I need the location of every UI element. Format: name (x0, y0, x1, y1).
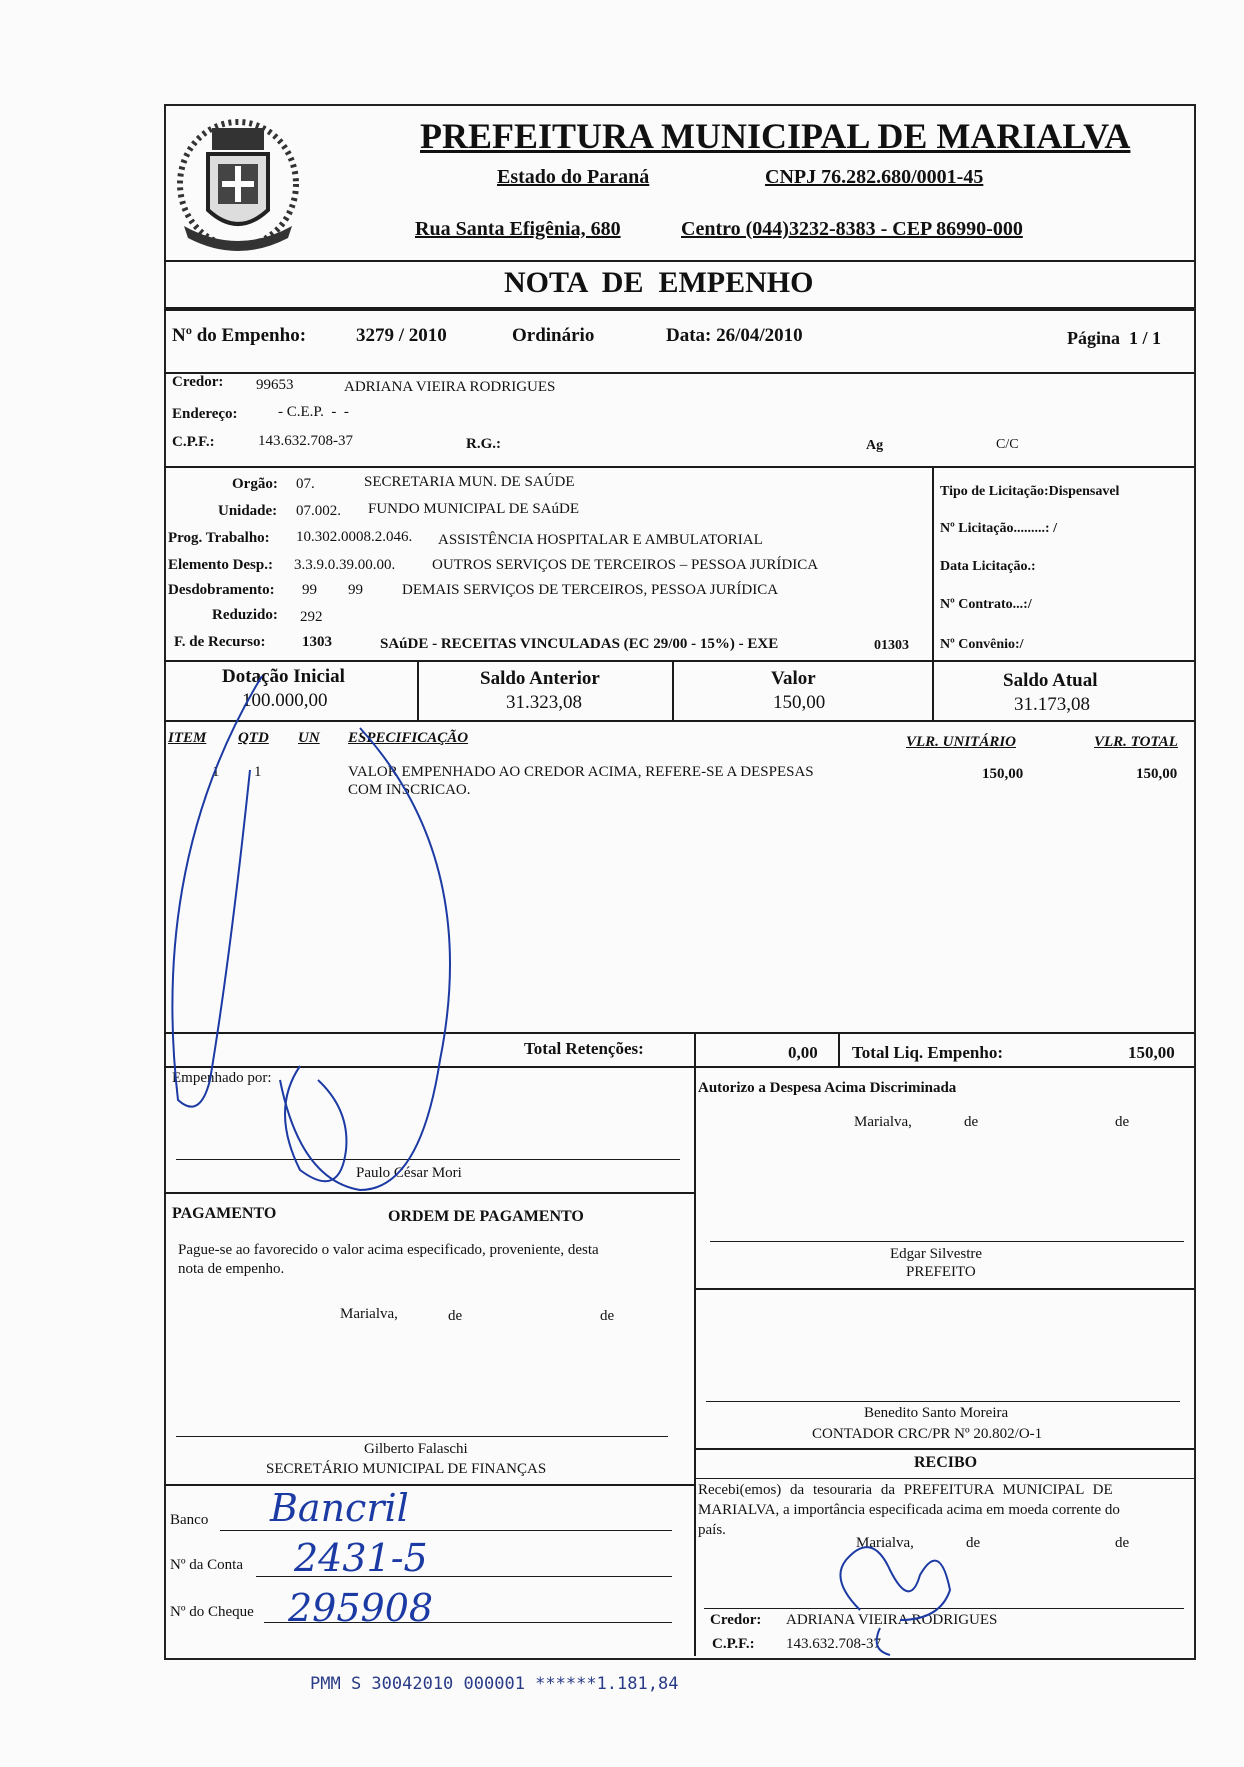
total-liq-label: Total Liq. Empenho: (852, 1043, 1003, 1062)
rg-label: R.G.: (466, 436, 501, 452)
recibo-texto-1: Recebi(emos) da tesouraria da PREFEITURA MUNICIPAL DE (698, 1482, 1113, 1498)
cc-label: C/C (996, 437, 1019, 452)
page-title: PREFEITURA MUNICIPAL DE MARIALVA (420, 116, 1131, 156)
conta-handwritten: 2431-5 (294, 1536, 428, 1580)
pagamento-local: Marialva, (340, 1306, 398, 1322)
autorizo-label: Autorizo a Despesa Acima Discriminada (698, 1080, 957, 1096)
contador-cargo: CONTADOR CRC/PR Nº 20.802/O-1 (812, 1426, 1043, 1442)
contador-name: Benedito Santo Moreira (864, 1405, 1009, 1421)
saldo-atual-value: 31.173,08 (1014, 694, 1090, 715)
recibo-local: Marialva, (856, 1535, 914, 1551)
recibo-texto-3: país. (698, 1522, 726, 1538)
orgao-code: 07. (296, 476, 315, 492)
empenho-type: Ordinário (512, 325, 595, 346)
unidade-code: 07.002. (296, 503, 341, 519)
banco-handwritten: Bancril (270, 1486, 409, 1530)
recibo-de-1: de (966, 1535, 981, 1551)
reduzido-label: Reduzido: (212, 607, 278, 623)
total-retencoes-value: 0,00 (788, 1043, 818, 1062)
prefeito-name: Edgar Silvestre (890, 1246, 983, 1262)
empenho-number-label: Nº do Empenho: (172, 325, 307, 346)
empenhado-name: Paulo César Mori (356, 1165, 462, 1181)
empenho-number: 3279 / 2010 (356, 325, 447, 346)
recibo-cpf-value: 143.632.708-37 (786, 1636, 881, 1652)
fonte-label: F. de Recurso: (174, 634, 266, 650)
conta-label: Nº da Conta (170, 1557, 243, 1573)
item-total-value: 150,00 (1136, 766, 1178, 782)
document-title: NOTA DE EMPENHO (504, 266, 814, 299)
licitacao-data: Data Licitação.: (940, 559, 1036, 574)
secretario-cargo: SECRETÁRIO MUNICIPAL DE FINANÇAS (266, 1461, 547, 1477)
item-number: 1 (212, 764, 220, 780)
col-item: ITEM (168, 730, 207, 746)
desdobramento-name: DEMAIS SERVIÇOS DE TERCEIROS, PESSOA JURÍDICA (402, 582, 779, 598)
pagamento-de-1: de (448, 1308, 463, 1324)
valor-value: 150,00 (773, 692, 826, 713)
pagamento-de-2: de (600, 1308, 615, 1324)
cheque-label: Nº do Cheque (170, 1604, 254, 1620)
recibo-de-2: de (1115, 1535, 1130, 1551)
fonte-name: SAúDE - RECEITAS VINCULADAS (EC 29/00 - 15%) - EXE (380, 636, 779, 652)
licitacao-convenio: Nº Convênio:/ (940, 637, 1024, 652)
licitacao-numero: Nº Licitação.........: / (940, 521, 1057, 536)
col-vlr-unitario: VLR. UNITÁRIO (906, 734, 1017, 750)
desdobramento-code1: 99 (302, 582, 317, 598)
cnpj-label: CNPJ 76.282.680/0001-45 (765, 166, 984, 188)
autorizo-de-1: de (964, 1114, 979, 1130)
recibo-cpf-label: C.P.F.: (712, 1636, 755, 1652)
item-spec-line2: COM INSCRICAO. (348, 782, 471, 798)
endereco-label: Endereço: (172, 406, 238, 422)
fonte-code: 1303 (302, 634, 332, 650)
item-qtd: 1 (254, 764, 262, 780)
desdobramento-code2: 99 (348, 582, 363, 598)
cheque-handwritten: 295908 (288, 1586, 434, 1630)
credor-code: 99653 (256, 377, 294, 393)
secretario-name: Gilberto Falaschi (364, 1441, 468, 1457)
recibo-label: RECIBO (914, 1454, 978, 1471)
orgao-label: Orgão: (232, 476, 278, 492)
banco-label: Banco (170, 1512, 209, 1528)
saldo-anterior-label: Saldo Anterior (480, 668, 600, 689)
elemento-name: OUTROS SERVIÇOS DE TERCEIROS – PESSOA JURÍDICA (432, 557, 819, 573)
prefeito-cargo: PREFEITO (906, 1264, 976, 1280)
col-un: UN (298, 730, 320, 746)
col-qtd: QTD (238, 730, 269, 746)
autorizo-de-2: de (1115, 1114, 1130, 1130)
dotacao-label: Dotação Inicial (222, 666, 345, 687)
elemento-label: Elemento Desp.: (168, 557, 273, 573)
fonte-code2: 01303 (874, 638, 909, 653)
col-vlr-total: VLR. TOTAL (1094, 734, 1178, 750)
credor-name: ADRIANA VIEIRA RODRIGUES (344, 379, 556, 395)
recibo-credor-label: Credor: (710, 1612, 762, 1628)
pagamento-texto-2: nota de empenho. (178, 1261, 285, 1277)
credor-label: Credor: (172, 374, 224, 390)
licitacao-tipo: Tipo de Licitação:Dispensavel (940, 484, 1120, 499)
estado-label: Estado do Paraná (497, 166, 650, 188)
orgao-name: SECRETARIA MUN. DE SAÚDE (364, 474, 575, 490)
pagamento-texto-1: Pague-se ao favorecido o valor acima especificado, proveniente, desta (178, 1242, 599, 1258)
empenho-date: Data: 26/04/2010 (666, 325, 803, 346)
recibo-texto-2: MARIALVA, a importância especificada acima em moeda corrente do (698, 1502, 1120, 1518)
recibo-credor-name: ADRIANA VIEIRA RODRIGUES (786, 1612, 998, 1628)
empenhado-label: Empenhado por: (172, 1070, 272, 1086)
licitacao-contrato: Nº Contrato...:/ (940, 597, 1032, 612)
contact-label: Centro (044)3232-8383 - CEP 86990-000 (681, 218, 1023, 240)
ordem-pagamento-label: ORDEM DE PAGAMENTO (388, 1208, 584, 1225)
prog-code: 10.302.0008.2.046. (296, 529, 413, 545)
prog-label: Prog. Trabalho: (168, 530, 270, 546)
unidade-name: FUNDO MUNICIPAL DE SAúDE (368, 501, 579, 517)
valor-label: Valor (771, 668, 816, 689)
page-number: Página 1 / 1 (1067, 328, 1162, 348)
item-spec-line1: VALOR EMPENHADO AO CREDOR ACIMA, REFERE-SE A DESPESAS (348, 764, 814, 780)
reduzido-value: 292 (300, 609, 323, 625)
elemento-code: 3.3.9.0.39.00.00. (294, 557, 396, 573)
total-liq-value: 150,00 (1128, 1043, 1175, 1062)
saldo-anterior-value: 31.323,08 (506, 692, 582, 713)
saldo-atual-label: Saldo Atual (1003, 670, 1098, 691)
cpf-label: C.P.F.: (172, 434, 215, 450)
desdobramento-label: Desdobramento: (168, 582, 275, 598)
address-label: Rua Santa Efigênia, 680 (415, 218, 621, 240)
footer-code: PMM S 30042010 000001 ******1.181,84 (310, 1674, 679, 1694)
autorizo-local: Marialva, (854, 1114, 912, 1130)
pagamento-label: PAGAMENTO (172, 1205, 277, 1222)
item-unit-value: 150,00 (982, 766, 1024, 782)
cpf-value: 143.632.708-37 (258, 433, 353, 449)
unidade-label: Unidade: (218, 503, 278, 519)
endereco-value: - C.E.P. - - (278, 404, 349, 420)
col-especificacao: ESPECIFICAÇÃO (348, 730, 469, 746)
prog-name: ASSISTÊNCIA HOSPITALAR E AMBULATORIAL (438, 532, 763, 548)
dotacao-value: 100.000,00 (242, 690, 328, 711)
ag-label: Ag (866, 438, 884, 453)
total-retencoes-label: Total Retenções: (524, 1039, 644, 1058)
